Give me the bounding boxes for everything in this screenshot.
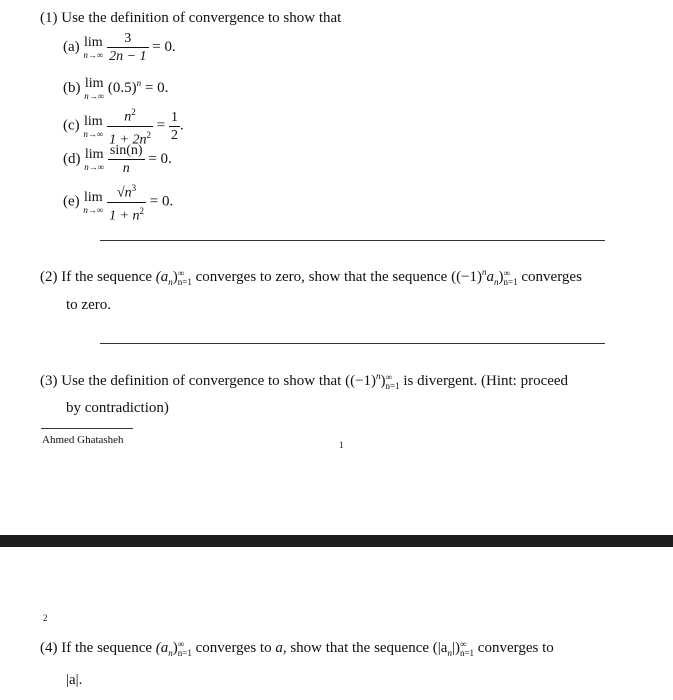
q3-hint: (Hint: proceed xyxy=(481,373,569,389)
rhs-c-equals: = xyxy=(156,117,166,134)
rhs-b: = 0. xyxy=(144,80,169,96)
limit-e: lim n→∞ xyxy=(83,189,104,215)
q1-prompt: Use the definition of convergence to show that xyxy=(61,10,342,26)
q4-seq2: $(|a_n|)$ ∞ n=1 xyxy=(432,638,475,658)
q4-line1 xyxy=(40,639,554,662)
q4-a: a xyxy=(275,640,283,656)
q4-text-c: , show that the sequence xyxy=(282,640,430,656)
q3-seq: $((-1)^n)$ ∞ n=1 xyxy=(345,371,400,391)
part-d-label: (d) xyxy=(63,150,81,167)
q1-heading xyxy=(40,9,341,27)
limit-b: lim n→∞ xyxy=(84,76,105,102)
part-a-label: (a) xyxy=(63,38,80,55)
fraction-c-rhs: $\frac{1}{2}$ xyxy=(171,109,178,143)
q4-seq1: $(a_n)$ ∞ n=1 xyxy=(155,638,192,658)
q4-text-d: converges to xyxy=(477,640,554,656)
rhs-d: = 0. xyxy=(148,150,172,167)
q1-part-e xyxy=(63,180,173,224)
q1-part-d xyxy=(63,142,172,177)
q1-part-a xyxy=(63,30,176,65)
footer-rule xyxy=(41,428,133,429)
q2-text-a: If the sequence xyxy=(61,269,153,285)
fraction-e: $\frac{√n^3}{1 + n^2}$ xyxy=(107,180,146,224)
footer-author: Ahmed Ghatasheh xyxy=(42,434,124,446)
fraction-d: $\frac{\sin(n)}{n}$ xyxy=(109,143,143,176)
q4-text-b: converges to xyxy=(195,640,272,656)
expr-b: $(0.5)^n$ xyxy=(107,78,142,96)
fraction-c: $\frac{n^2}{1 + 2n^2}$ xyxy=(107,104,153,148)
limit-a: lim n→∞ xyxy=(83,35,104,60)
q2-seq1: $(a_n)$ ∞ n=1 xyxy=(155,267,192,287)
q2-line2: to zero. xyxy=(66,297,111,313)
rhs-c-end: . xyxy=(180,117,184,134)
q3-text-a: Use the definition of convergence to show that xyxy=(61,373,342,389)
q2-line1 xyxy=(40,263,582,291)
divider-2 xyxy=(100,343,605,344)
q3-text-b: is divergent. xyxy=(403,373,478,389)
q2-text-c: converges xyxy=(521,269,582,285)
q2-number: (2) xyxy=(40,269,58,285)
q1-part-b xyxy=(63,74,168,101)
footer-page-number: 1 xyxy=(339,440,344,450)
q2-seq2: $((-1)^na_n)$ ∞ n=1 xyxy=(451,267,518,287)
q4-number: (4) xyxy=(40,640,58,656)
q4-text-a: If the sequence xyxy=(61,640,153,656)
fraction-a: $\frac{3}{2n - 1}$ xyxy=(109,31,147,64)
page-break-band xyxy=(0,535,673,547)
q4-line2: |a|. xyxy=(66,672,83,688)
limit-d: lim n→∞ xyxy=(84,147,105,172)
q3-line1 xyxy=(40,367,568,391)
q3-number: (3) xyxy=(40,373,58,389)
q2-text-b: converges to zero, show that the sequence xyxy=(195,269,448,285)
q3-line2: by contradiction) xyxy=(66,400,169,416)
rhs-a: = 0. xyxy=(152,38,176,55)
part-c-label: (c) xyxy=(63,117,80,134)
limit-c: lim n→∞ xyxy=(83,113,104,139)
page2-number: 2 xyxy=(43,613,48,623)
part-e-label: (e) xyxy=(63,193,80,210)
divider-1 xyxy=(100,240,605,241)
q1-number: (1) xyxy=(40,10,58,26)
rhs-e: = 0. xyxy=(149,193,174,210)
part-b-label: (b) xyxy=(63,80,81,96)
